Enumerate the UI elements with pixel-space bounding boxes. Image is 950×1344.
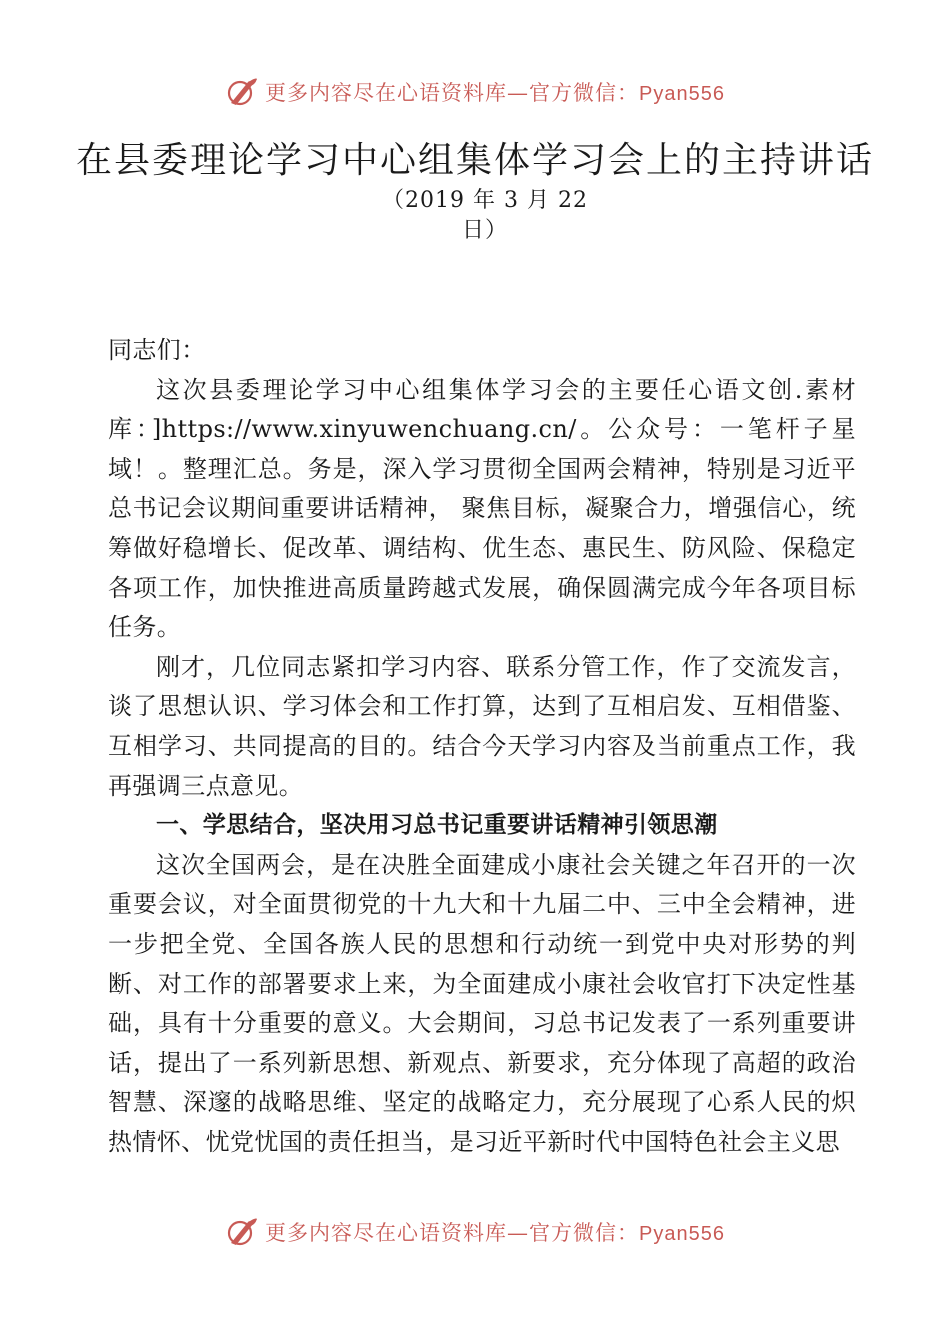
date-line-1: （2019 年 3 月 22	[382, 188, 588, 213]
wechat-id: Pyan556	[639, 83, 725, 105]
watermark-text: 更多内容尽在心语资料库—官方微信：Pyan556	[265, 81, 725, 105]
header-watermark-banner	[0, 72, 950, 112]
section-heading-1: 一、学思结合，坚决用习总书记重要讲话精神引领思潮	[156, 812, 718, 839]
wechat-id: Pyan556	[639, 1223, 725, 1245]
watermark-text: 更多内容尽在心语资料库—官方微信：Pyan556	[265, 1221, 725, 1245]
paragraph-3: 这次全国两会，是在决胜全面建成小康社会关键之年召开的一次重要会议，对全面贯彻党的十九大和十九届二中、三中全会精神，进一步把全党、全国各族人民的思想和行动统一到党中央对形势的判断、对工作的部署要求上来，为全面建成小康社会收官打下决定性基础，具有十分重要的意义。大会期间，习总书记发表了一系列重要讲话，提出了一系列新思想、新观点、新要求，充分体现了高超的政治智慧、深邃的战略思维、坚定的战略定力，充分展现了心系人民的炽热情怀、忧党忧国的责任担当，是习近平新时代中国特色社会主义思	[108, 850, 856, 1156]
date-line-2: 日）	[461, 218, 508, 243]
footer-watermark-banner	[0, 1212, 950, 1252]
quill-pen-logo-icon	[225, 75, 259, 109]
quill-pen-logo-icon	[225, 1215, 259, 1249]
document-date	[380, 186, 590, 246]
paragraph-2: 刚才，几位同志紧扣学习内容、联系分管工作，作了交流发言，谈了思想认识、学习体会和工作打算，达到了互相启发、互相借鉴、互相学习、共同提高的目的。结合今天学习内容及当前重点工作，我再强调三点意见。	[108, 652, 856, 800]
document-body	[108, 331, 856, 1162]
salutation: 同志们：	[108, 336, 206, 364]
paragraph-1: 这次县委理论学习中心组集体学习会的主要任心语文创.素材库：]https://www.xinyuwenchuang.cn/。公众号：一笔杆子星域！。整理汇总。务是，深入学习贯彻全国两会精神，特别是习近平总书记会议期间重要讲话精神， 聚焦目标，凝聚合力，增强信心，统筹做好稳增长、促改革、调结构、优生态、惠民生、防风险、保稳定各项工作，加快推进高质量跨越式发展，确保圆满完成今年各项目标任务。	[108, 375, 856, 642]
document-title: 在县委理论学习中心组集体学习会上的主持讲话	[75, 140, 874, 181]
